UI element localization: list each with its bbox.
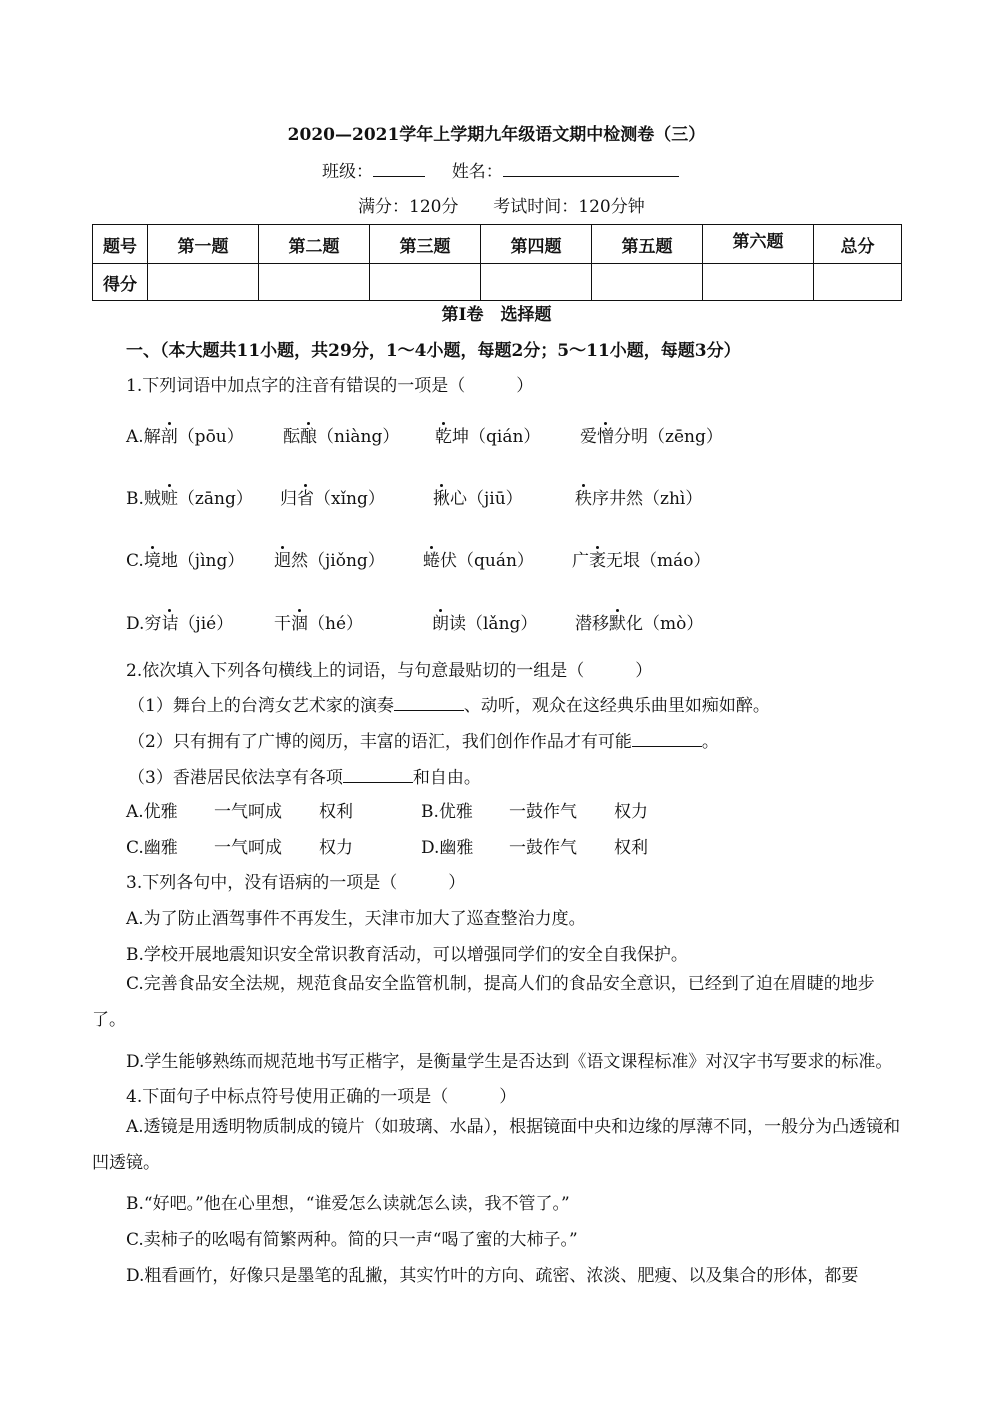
pinyin: （zēng）	[648, 427, 723, 447]
sentence-text: 。	[701, 732, 719, 752]
q1-option-a	[126, 422, 244, 447]
dotted-char: 赃	[160, 489, 178, 509]
q2-stem: 2.依次填入下列各句横线上的词语，与句意最贴切的一组是（ ）	[126, 661, 653, 681]
q4-option-d: D.粗看画竹，好像只是墨笔的乱撇，其实竹叶的方向、疏密、浓淡、肥瘦、以及集合的形体，都要	[126, 1266, 859, 1286]
class-blank[interactable]	[373, 162, 425, 177]
q2-option-c-word2: 一气呵成	[214, 838, 282, 858]
pinyin: （pōu）	[177, 427, 244, 447]
dotted-char: 默	[609, 614, 626, 634]
q2-option-d-word2: 一鼓作气	[509, 838, 577, 858]
q2-sentence-3	[128, 763, 481, 788]
q1-item	[283, 422, 399, 447]
q3-option-b: B.学校开展地震知识安全常识教育活动，可以增强同学们的安全自我保护。	[126, 945, 688, 965]
q2-sentence-2	[128, 727, 719, 752]
word-text: 地	[160, 551, 178, 571]
q2-option-d-word3: 权利	[614, 838, 648, 858]
fill-blank[interactable]	[632, 732, 702, 747]
word-text: 归	[280, 489, 297, 509]
q2-option-b-word3: 权力	[614, 802, 648, 822]
table-cell: 第五题	[592, 225, 703, 264]
score-table-score-row	[93, 264, 902, 301]
dotted-char: 涸	[291, 614, 308, 634]
word-text: 分明	[614, 427, 648, 447]
q2-option-a: A.优雅	[126, 802, 178, 822]
option-label: B.	[126, 489, 144, 509]
option-label: A.	[126, 427, 144, 447]
q2-option-b-word2: 一鼓作气	[509, 802, 577, 822]
pinyin: （quán）	[457, 551, 534, 571]
q1-item	[433, 484, 523, 509]
class-name-line	[322, 157, 679, 182]
dotted-char: 憎	[597, 427, 614, 447]
word-text: 穷	[144, 614, 162, 634]
q1-option-d	[126, 609, 233, 634]
word-text: 干	[274, 614, 291, 634]
word-text: 读	[449, 614, 466, 634]
word-text: 贼	[143, 489, 161, 509]
sentence-text: （3）香港居民依法享有各项	[128, 768, 343, 788]
q1-item	[423, 546, 534, 571]
name-blank[interactable]	[503, 162, 679, 177]
word-text: 心	[450, 489, 467, 509]
score-cell[interactable]	[370, 264, 481, 301]
dotted-char: 剖	[160, 427, 178, 447]
q1-stem: 1.下列词语中加点字的注音有错误的一项是（ ）	[126, 376, 534, 396]
q2-option-b: B.优雅	[421, 802, 473, 822]
q2-option-c-word3: 权力	[319, 838, 353, 858]
q2-option-c: C.幽雅	[126, 838, 178, 858]
word-text: 坤	[452, 427, 469, 447]
word-text: 酝	[283, 427, 300, 447]
q1-item	[432, 609, 537, 634]
pinyin: （jié）	[178, 614, 234, 634]
part-heading: 一、（本大题共11小题，共29分，1～4小题，每题2分；5～11小题，每题3分）	[126, 341, 741, 361]
word-text: 然	[291, 551, 308, 571]
word-text: 化	[626, 614, 643, 634]
dotted-char: 诘	[161, 614, 179, 634]
q1-item	[572, 546, 711, 571]
table-cell: 第二题	[259, 225, 370, 264]
pinyin: （zāng）	[177, 489, 253, 509]
table-cell: 总分	[814, 225, 902, 264]
q4-option-a: A.透镜是用透明物质制成的镜片（如玻璃、水晶），根据镜面中央和边缘的厚薄不同，一般分为凸透镜和凹透镜。	[92, 1117, 901, 1173]
q2-option-a-word2: 一气呵成	[214, 802, 282, 822]
score-table-header-row	[93, 225, 902, 264]
dotted-char: 省	[297, 489, 314, 509]
pinyin: （jìng）	[177, 551, 245, 571]
word-text: 爱	[580, 427, 597, 447]
full-score: 满分：120分	[358, 197, 459, 217]
dotted-char: 揪	[433, 489, 450, 509]
pinyin: （jiǒng）	[308, 551, 385, 571]
score-cell[interactable]	[481, 264, 592, 301]
q4-option-b: B.“好吧。”他在心里想，“谁爱怎么读就怎么读，我不管了。”	[126, 1194, 570, 1214]
q1-item	[274, 546, 385, 571]
q1-item	[274, 609, 363, 634]
q1-item	[575, 609, 703, 634]
section-title: 第Ⅰ卷 选择题	[441, 305, 552, 325]
score-cell[interactable]	[592, 264, 703, 301]
table-cell: 题号	[93, 225, 148, 264]
q1-item	[435, 422, 540, 447]
dotted-char: 朗	[432, 614, 449, 634]
q1-item	[580, 422, 723, 447]
word-text: 潜移	[575, 614, 609, 634]
sentence-text: （1）舞台上的台湾女艺术家的演奏	[128, 696, 394, 716]
fill-blank[interactable]	[343, 768, 413, 783]
table-cell: 第三题	[370, 225, 481, 264]
dotted-char: 乾	[435, 427, 452, 447]
q2-sentence-1	[128, 691, 770, 716]
pinyin: （zhì）	[643, 489, 703, 509]
q3-option-d: D.学生能够熟练而规范地书写正楷字，是衡量学生是否达到《语文课程标准》对汉字书写要求的标准。	[126, 1052, 893, 1072]
q3-option-a: A.为了防止酒驾事件不再发生，天津市加大了巡查整治力度。	[126, 909, 586, 929]
pinyin: （lǎng）	[466, 614, 538, 634]
q3-stem: 3.下列各句中，没有语病的一项是（ ）	[126, 873, 466, 893]
q3-option-c: C.完善食品安全法规，规范食品安全监管机制，提高人们的食品安全意识，已经到了迫在眉睫的地步了。	[92, 974, 875, 1030]
name-label: 姓名：	[451, 162, 503, 182]
pinyin: （máo）	[640, 551, 711, 571]
exam-info-line	[358, 192, 645, 217]
q2-option-a-word3: 权利	[319, 802, 353, 822]
word-text: 序井然	[592, 489, 643, 509]
option-label: D.	[126, 614, 145, 634]
pinyin: （xǐng）	[314, 489, 385, 509]
score-cell[interactable]	[259, 264, 370, 301]
q4-stem: 4.下面句子中标点符号使用正确的一项是（ ）	[126, 1087, 517, 1107]
dotted-char: 迥	[274, 551, 291, 571]
pinyin: （jiū）	[467, 489, 523, 509]
pinyin: （mò）	[643, 614, 704, 634]
score-row-label: 得分	[93, 264, 148, 301]
q1-item	[280, 484, 385, 509]
q2-option-d: D.幽雅	[421, 838, 474, 858]
score-cell[interactable]	[814, 264, 902, 301]
fill-blank[interactable]	[394, 696, 464, 711]
sentence-text: （2）只有拥有了广博的阅历，丰富的语汇，我们创作作品才有可能	[128, 732, 632, 752]
table-cell: 第六题	[703, 225, 814, 264]
q1-option-b	[126, 484, 253, 509]
word-text: 伏	[440, 551, 457, 571]
score-cell[interactable]	[703, 264, 814, 301]
option-label: C.	[126, 551, 144, 571]
class-label: 班级：	[322, 162, 373, 182]
table-cell: 第四题	[481, 225, 592, 264]
dotted-char: 蜷	[423, 551, 440, 571]
score-table	[92, 224, 902, 301]
table-cell: 第一题	[148, 225, 259, 264]
q1-option-c	[126, 546, 244, 571]
q1-item	[575, 484, 702, 509]
dotted-char: 秩	[575, 489, 592, 509]
pinyin: （hé）	[308, 614, 364, 634]
sentence-text: 和自由。	[412, 768, 481, 788]
word-text: 广	[572, 551, 589, 571]
pinyin: （qián）	[469, 427, 541, 447]
dotted-char: 酿	[300, 427, 317, 447]
word-text: 无垠	[606, 551, 640, 571]
exam-time: 考试时间：120分钟	[493, 197, 645, 217]
pinyin: （niàng）	[317, 427, 400, 447]
dotted-char: 袤	[589, 551, 606, 571]
sentence-text: 、动听，观众在这经典乐曲里如痴如醉。	[463, 696, 770, 716]
q4-option-c: C.卖柿子的吆喝有简繁两种。简的只一声“喝了蜜的大柿子。”	[126, 1230, 578, 1250]
word-text: 解	[143, 427, 161, 447]
dotted-char: 境	[143, 551, 161, 571]
exam-title: 2020—2021学年上学期九年级语文期中检测卷（三）	[287, 125, 706, 145]
score-cell[interactable]	[148, 264, 259, 301]
